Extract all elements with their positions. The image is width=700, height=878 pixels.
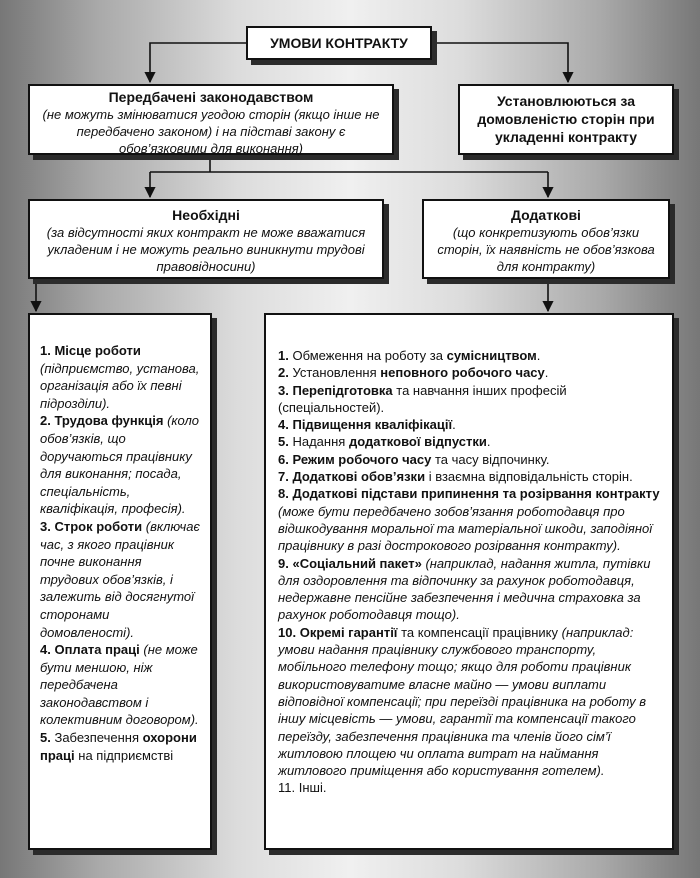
item-post: та навчання інших професій (спеціальностей). [278,382,567,415]
item-head: Оплата праці [54,642,140,658]
necessary-item-4 [40,641,202,729]
additional-item-2 [278,364,664,381]
item-head: Трудова функція [54,413,164,429]
root-box [246,26,432,60]
item-number: 10. [278,624,297,640]
item-number: 3. [278,382,289,398]
arrow-root-to-legislation [150,43,246,82]
item-pre: Інші. [298,780,327,796]
item-detail: (наприклад: умови надання працівнику службового транспорту, мобільного телефону тощо; якщо для роботи працівник використовуватиме власне майно — умови виплати відповідної компенсації; при переїзді працівника на роботу в іншу місцевість — умови, гарантії та компенсації такого переїзду, забезпечення працівника та членів його сім’ї житловою площею чи оплата витрат на наймання житлового приміщення або користування готелем). [278,624,647,779]
additional-subtitle: (що конкретизують обов’язки сторін, їх наявність не обов’язкова для контракту) [437,225,655,274]
item-number: 1. [40,343,51,358]
arrow-root-to-agreement [432,43,568,82]
item-number: 4. [278,417,289,433]
item-number: 4. [40,642,51,658]
additional-item-4 [278,416,664,433]
item-head: Підвищення кваліфікації [292,417,453,433]
item-post: та часу відпочинку. [435,451,550,467]
item-pre: Надання [292,434,346,450]
item-number: 11. [278,780,296,796]
additional-item-8 [278,485,664,554]
item-head: Строк роботи [54,518,143,534]
item-post: . [486,434,491,450]
item-number: 5. [278,434,289,450]
necessary-item-1 [40,342,202,412]
item-post: . [536,348,541,363]
item-detail: (включає час, з якого працівник почне виконання трудових обов’язків, і залежить від досягнутої сторонами домовленості). [40,518,200,640]
additional-item-11 [278,779,664,796]
item-head: Додаткові підстави припинення та розірвання контракту [292,486,660,502]
item-number: 7. [278,469,289,485]
necessary-item-5 [40,729,202,764]
item-post: і взаємна відповідальність сторін. [428,469,633,485]
necessary-list-box [28,313,212,850]
item-number: 8. [278,486,289,502]
item-head: Місце роботи [54,343,141,358]
necessary-item-2 [40,412,202,518]
item-head: Окремі гарантії [299,624,398,640]
item-detail: (наприклад, надання житла, путівки для оздоровлення та відпочинку за рахунок роботодавця, недержавне пенсійне забезпечення і медична страховка за рахунок роботодавця тощо). [278,555,651,623]
item-number: 2. [40,413,51,429]
legislation-title: Передбачені законодавством [108,89,314,105]
item-number: 3. [40,518,51,534]
necessary-item-3 [40,518,202,641]
necessary-box [28,199,384,279]
item-number: 5. [40,730,51,746]
additional-item-10 [278,624,664,780]
additional-list-box [264,313,674,850]
necessary-subtitle: (за відсутності яких контракт не може вважатися укладеним і не можуть реально виникнути трудові правовідносини) [46,225,366,274]
item-number: 6. [278,451,289,467]
additional-item-7 [278,468,664,485]
item-head: сумісництвом [446,348,537,363]
item-post: на підприємстві [78,747,174,763]
item-post: . [544,365,549,381]
item-head: неповного робочого часу [380,365,545,381]
item-post: . [452,417,456,433]
item-head: Перепідготовка [292,382,393,398]
additional-item-6 [278,451,664,468]
item-head: Додаткові обов’язки [292,469,426,485]
necessary-title: Необхідні [172,207,240,223]
agreement-box [458,84,674,155]
item-detail: (може бути передбачено зобов’язання роботодавця про відшкодування моральної та матеріальної шкоди, заподіяної працівнику в разі дострокового розірвання контракту). [278,503,653,554]
item-pre: Забезпечення [54,730,139,746]
item-detail: (коло обов’язків, що доручаються працівнику для виконання; посада, спеціальність, кваліфікація, професія). [40,413,200,517]
root-title: УМОВИ КОНТРАКТУ [270,35,408,51]
legislation-subtitle: (не можуть змінюватися угодою сторін (якщо інше не передбачено законом) і на підставі закону є обов’язковими для виконання) [42,107,380,156]
legislation-box [28,84,394,155]
additional-item-5 [278,433,664,450]
item-head: «Соціальний пакет» [292,555,422,571]
item-detail: (не може бути меншою, ніж передбачена законодавством і колективним договором). [40,642,199,728]
additional-title: Додаткові [511,207,581,223]
item-head: Режим робочого часу [292,451,432,467]
item-number: 1. [278,348,289,363]
additional-box [422,199,670,279]
item-detail: (підприємство, установа, організація або їх певні підрозділи). [40,360,200,411]
item-head: додаткової відпустки [348,434,487,450]
item-pre: Обмеження на роботу за [292,348,443,363]
item-post: та компенсації працівнику [401,624,558,640]
additional-item-3 [278,382,664,417]
additional-item-9 [278,555,664,624]
item-head: охорони праці [40,730,197,763]
item-number: 9. [278,555,289,571]
item-number: 2. [278,365,289,381]
item-pre: Установлення [292,365,377,381]
agreement-title: Установлюються за домовленістю сторін при укладенні контракту [477,93,655,145]
additional-item-1 [278,347,664,364]
